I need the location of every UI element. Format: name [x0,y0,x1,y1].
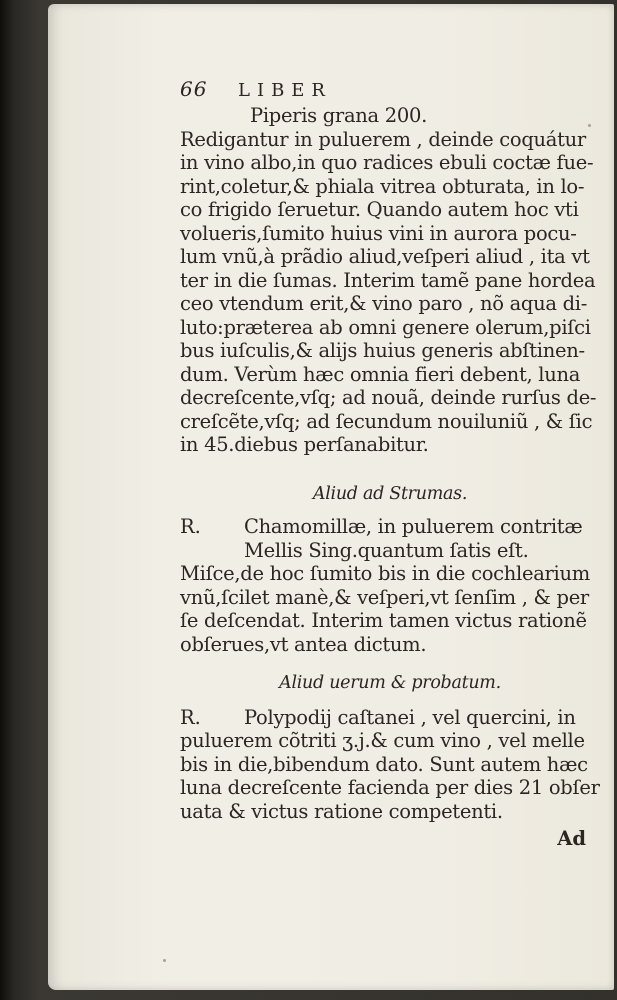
running-title: LIBER [238,80,332,101]
text-line: in vino albo,in quo radices ebuli coctæ fue- [180,151,594,174]
page-number: 66 [180,77,208,101]
catchword: Ad [557,827,586,850]
text-line: Redigantur in puluerem , deinde coquátur [180,127,586,151]
section-heading: Aliud uerum & probatum. [279,673,501,693]
text-line: lum vnũ,à prãdio aliud,veſperi aliud , ita vt [180,245,590,268]
ingredient-line: Piperis grana 200. [250,104,427,127]
text-line: creſcẽte,vſq; ad ſecundum nouiluniũ , & ſic [180,409,593,433]
text-line: luto:præterea ab omni genere olerum,piſci [180,315,591,339]
recipe-label: R. [180,515,201,538]
text-line: obſerues,vt antea dictum. [180,632,427,656]
text-line: bis in die,bibendum dato. Sunt autem hæc [180,752,588,776]
text-line: ter in die ſumas. Interim tamẽ pane hordea [180,268,596,292]
text-line: ceo vtendum erit,& vino paro , nõ aqua di- [180,292,587,315]
text-line: uata & victus ratione competenti. [180,799,503,823]
paragraph-1 [180,128,600,457]
ingredient-line: Mellis Sing.quantum ſatis eſt. [244,538,529,562]
text-line: volueris,ſumito huius vini in aurora pocu- [180,221,577,245]
text-line: puluerem cõtriti ʒ.j.& cum vino , vel melle [180,729,585,752]
recipe-1 [180,515,600,539]
text-line: co frigido ſeruetur. Quando autem hoc vti [180,198,579,221]
recipe-label: R. [180,705,201,729]
text-line: in 45.diebus perſanabitur. [180,433,429,456]
text-line: dum. Verùm hæc omnia fieri debent, luna [180,362,581,386]
text-line: vnũ,ſcilet manè,& veſperi,vt ſenſim , & per [180,585,589,609]
text-line: decreſcente,vſq; ad nouã, deinde rurſus de- [180,386,597,409]
text-line: bus iuſculis,& alijs huius generis abſtinen- [180,339,585,362]
text-line: luna decreſcente facienda per dies 21 obſer [180,776,600,799]
paragraph-2 [180,562,600,656]
paper-spot [163,959,166,962]
text-line: Polypodij caſtanei , vel quercini, in [244,705,576,729]
text-line: ſe deſcendat. Interim tamen victus rationẽ [180,609,587,632]
section-heading: Aliud ad Strumas. [312,483,468,504]
recipe-2 [180,706,600,730]
text-line: rint,coletur,& phiala vitrea obturata, in lo- [180,174,585,198]
ingredient-line: Chamomillæ, in puluerem contritæ [244,515,583,538]
text-line: Miſce,de hoc ſumito bis in die cochlearium [180,562,590,585]
page-text [180,78,600,851]
running-head [180,78,600,104]
